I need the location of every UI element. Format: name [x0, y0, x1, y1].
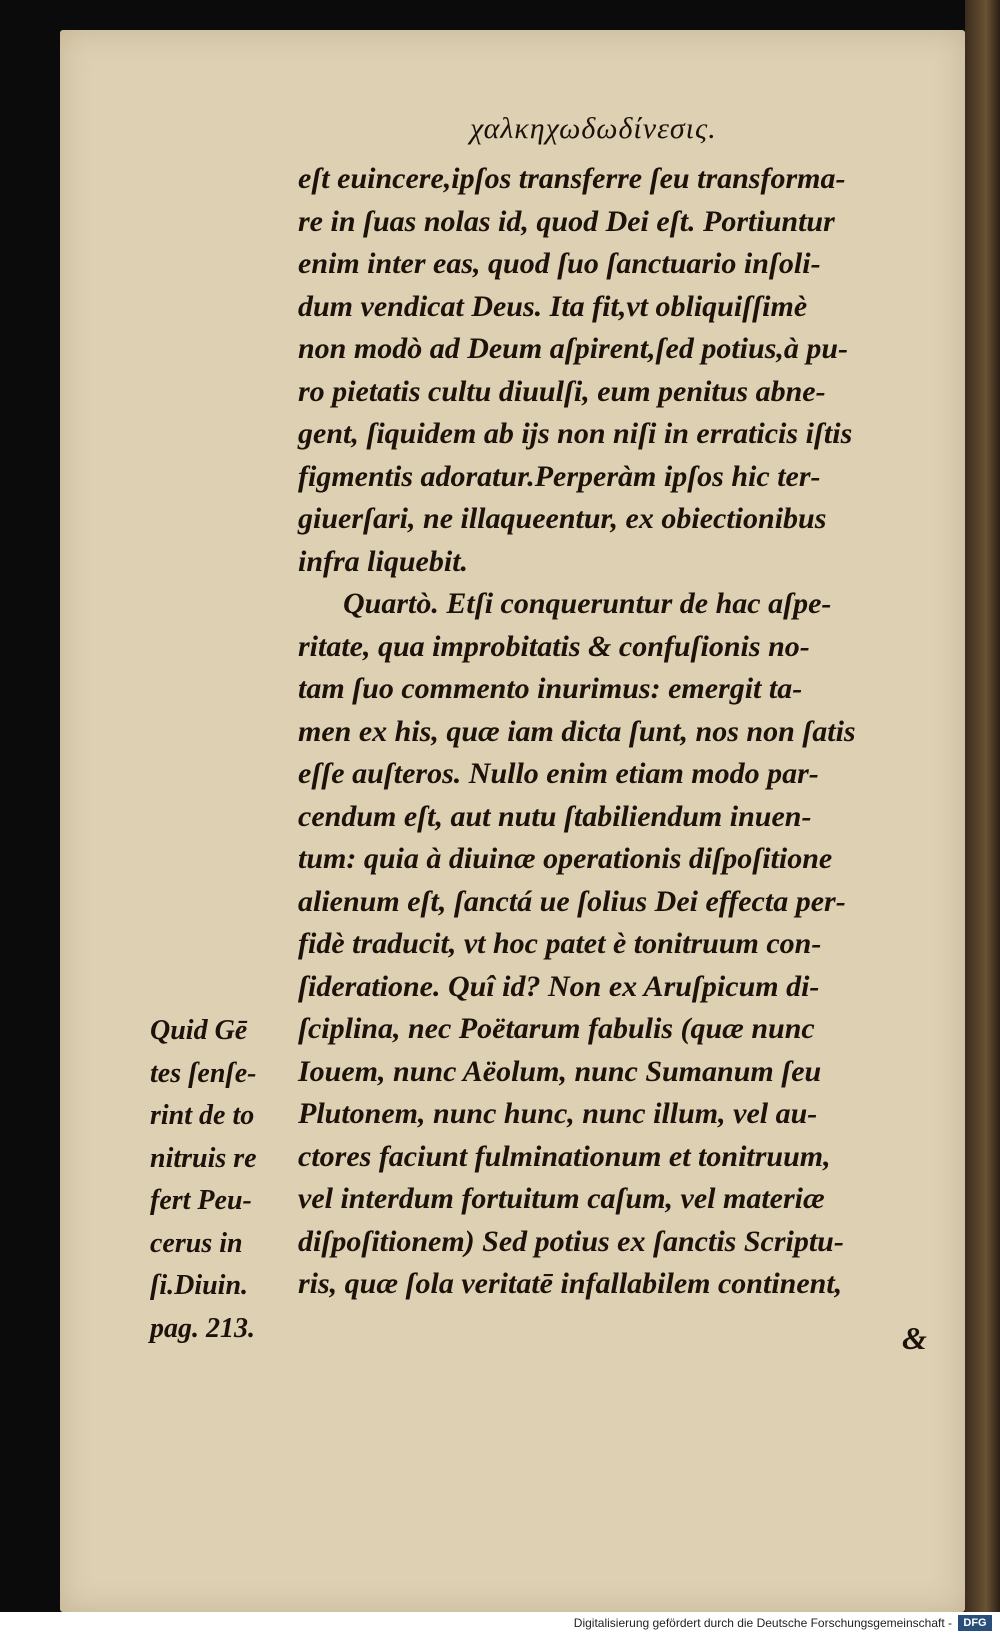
text-line: tam ſuo commento inurimus: emergit ta-: [298, 672, 803, 705]
body-text: [298, 158, 948, 1306]
dfg-logo: DFG: [958, 1615, 992, 1631]
text-line: gent, ſiquidem ab ijs non niſi in erraticis iſtis: [298, 417, 853, 450]
margin-note-line: fert Peu-: [150, 1185, 252, 1216]
text-line: men ex his, quæ iam dicta ſunt, nos non ſatis: [298, 714, 856, 748]
text-line: non modò ad Deum aſpirent,ſed potius,à pu-: [298, 332, 849, 365]
text-line: eſſe auſteros. Nullo enim etiam modo par-: [298, 757, 819, 790]
text-line: Iouem, nunc Aëolum, nunc Sumanum ſeu: [298, 1054, 822, 1088]
margin-note-line: rint de to: [150, 1100, 255, 1131]
text-line: ctores faciunt fulminationum et tonitruum,: [298, 1139, 831, 1173]
text-line: Plutonem, nunc hunc, nunc illum, vel au-: [298, 1097, 818, 1130]
text-line: Quartò. Etſi conqueruntur de hac aſpe-: [343, 587, 832, 620]
text-line: fidè traducit, vt hoc patet è tonitruum con-: [298, 927, 822, 960]
text-line: eſt euincere,ipſos transferre ſeu transforma-: [298, 162, 846, 195]
book-spine: [965, 0, 1000, 1612]
text-line: ro pietatis cultu diuulſi, eum penitus abne-: [298, 374, 826, 408]
footer-credit: Digitalisierung gefördert durch die Deutsche Forschungsgemeinschaft -: [573, 1616, 952, 1630]
margin-note-line: ſi.Diuin.: [150, 1270, 249, 1301]
text-line: dum vendicat Deus. Ita fit,vt obliquiſſimè: [298, 289, 808, 323]
text-line: tum: quia à diuinæ operationis diſpoſitione: [298, 842, 833, 875]
text-line: ſciplina, nec Poëtarum fabulis (quæ nunc: [298, 1012, 815, 1045]
margin-note-line: cerus in: [150, 1227, 243, 1259]
text-line: re in ſuas nolas id, quod Dei eſt. Portiuntur: [298, 204, 835, 238]
text-line: ris, quæ ſola veritatē infallabilem continent,: [298, 1267, 843, 1300]
text-line: vel interdum fortuitum caſum, vel materiæ: [298, 1182, 825, 1215]
text-line: ſideratione. Quî id? Non ex Aruſpicum di-: [298, 969, 820, 1003]
text-line: diſpoſitionem) Sed potius ex ſanctis Scriptu-: [298, 1224, 844, 1258]
margin-note-line: pag. 213.: [150, 1312, 255, 1344]
margin-note: [150, 1010, 257, 1350]
text-line: alienum eſt, ſanctá ue ſolius Dei effecta per-: [298, 884, 846, 918]
text-line: enim inter eas, quod ſuo ſanctuario inſoli-: [298, 247, 821, 280]
text-line: giuerſari, ne illaqueentur, ex obiectionibus: [298, 502, 827, 535]
text-line: figmentis adoratur.Perperàm ipſos hic ter-: [298, 459, 821, 493]
margin-note-line: Quid Gē: [150, 1015, 248, 1046]
catchword: &: [902, 1320, 927, 1356]
running-header: χαλκηχωδωδίνεσις.: [470, 112, 717, 145]
text-line: ritate, qua improbitatis & confuſionis no-: [298, 629, 810, 663]
margin-note-line: tes ſenſe-: [150, 1057, 257, 1089]
text-line: infra liquebit.: [298, 544, 469, 578]
margin-note-line: nitruis re: [150, 1142, 257, 1174]
text-line: cendum eſt, aut nutu ſtabiliendum inuen-: [298, 799, 812, 833]
